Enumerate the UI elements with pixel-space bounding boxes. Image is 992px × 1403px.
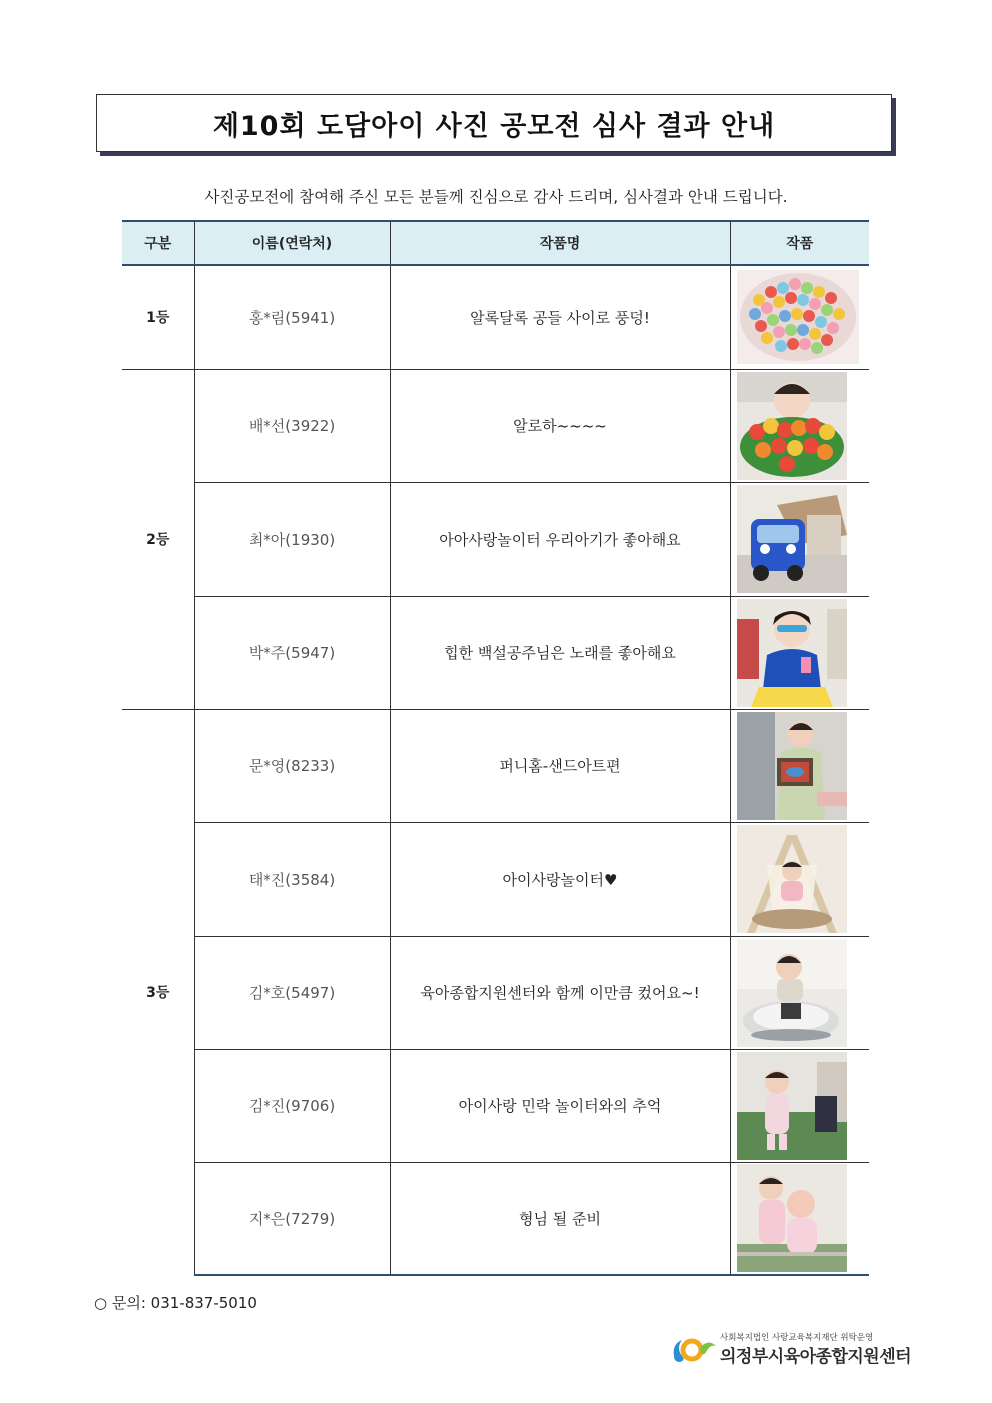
- logo-subtitle: 사회복지법인 사랑교육복지재단 위탁운영: [720, 1333, 874, 1343]
- photo-cell: [730, 482, 869, 596]
- header-work-title: 작품명: [390, 221, 730, 265]
- page-title: 제10회 도담아이 사진 공모전 심사 결과 안내: [212, 110, 776, 142]
- name-cell: 배*선(3922): [194, 369, 390, 482]
- work-title-cell: 알록달록 공들 사이로 풍덩!: [390, 265, 730, 369]
- table-row: [122, 1162, 869, 1275]
- table-row: [122, 936, 869, 1049]
- work-title-cell: 아아사랑놀이터 우리아기가 좋아해요: [390, 482, 730, 596]
- name-cell: 김*진(9706): [194, 1049, 390, 1162]
- work-title-cell: 육아종합지원센터와 함께 이만큼 컸어요~!: [390, 936, 730, 1049]
- table-row: [122, 822, 869, 936]
- rank-cell: 3등: [122, 709, 194, 1275]
- work-title-cell: 형님 될 준비: [390, 1162, 730, 1275]
- photo-cell: [730, 1162, 869, 1275]
- name-cell: 문*영(8233): [194, 709, 390, 822]
- bumper-car-photo: [737, 939, 847, 1047]
- center-logo-icon: [670, 1334, 720, 1364]
- work-title-cell: 아이사랑 민락 놀이터와의 추억: [390, 1049, 730, 1162]
- photo-cell: [730, 822, 869, 936]
- header-name: 이름(연락처): [194, 221, 390, 265]
- table-header-row: [122, 221, 869, 265]
- photo-cell: [730, 1049, 869, 1162]
- blue-car-photo: [737, 485, 847, 593]
- name-cell: 태*진(3584): [194, 822, 390, 936]
- title-box: [96, 94, 892, 152]
- name-cell: 박*주(5947): [194, 596, 390, 709]
- work-title-cell: 알로하~~~~: [390, 369, 730, 482]
- photo-cell: [730, 265, 869, 369]
- name-cell: 지*은(7279): [194, 1162, 390, 1275]
- ball-pit-photo: [737, 270, 859, 364]
- results-table: [122, 220, 869, 1276]
- baby-doll-photo: [737, 1164, 847, 1272]
- photo-cell: [730, 369, 869, 482]
- table-row: [122, 1049, 869, 1162]
- work-title-cell: 퍼니홈-샌드아트편: [390, 709, 730, 822]
- photo-cell: [730, 596, 869, 709]
- rank-cell: 2등: [122, 369, 194, 709]
- name-cell: 최*아(1930): [194, 482, 390, 596]
- header-work: 작품: [730, 221, 869, 265]
- table-row: [122, 369, 869, 482]
- playroom-photo: [737, 1052, 847, 1160]
- work-title-cell: 아이사랑놀이터♥: [390, 822, 730, 936]
- photo-cell: [730, 709, 869, 822]
- rank-cell: 1등: [122, 265, 194, 369]
- swing-photo: [737, 825, 847, 933]
- table-row: [122, 265, 869, 369]
- table-row: [122, 482, 869, 596]
- name-cell: 김*호(5497): [194, 936, 390, 1049]
- name-cell: 홍*림(5941): [194, 265, 390, 369]
- logo-name: 의정부시육아종합지원센터: [720, 1347, 912, 1367]
- center-logo: [670, 1330, 912, 1367]
- intro-text: 사진공모전에 참여해 주신 모든 분들께 진심으로 감사 드리며, 심사결과 안내 드립니다.: [204, 188, 788, 206]
- snow-white-photo: [737, 599, 847, 707]
- contact-info: ○ 문의: 031-837-5010: [94, 1294, 257, 1312]
- header-rank: 구분: [122, 221, 194, 265]
- photo-cell: [730, 936, 869, 1049]
- table-row: [122, 709, 869, 822]
- lei-baby-photo: [737, 372, 847, 480]
- work-title-cell: 힙한 백설공주님은 노래를 좋아해요: [390, 596, 730, 709]
- sand-art-photo: [737, 712, 847, 820]
- table-row: [122, 596, 869, 709]
